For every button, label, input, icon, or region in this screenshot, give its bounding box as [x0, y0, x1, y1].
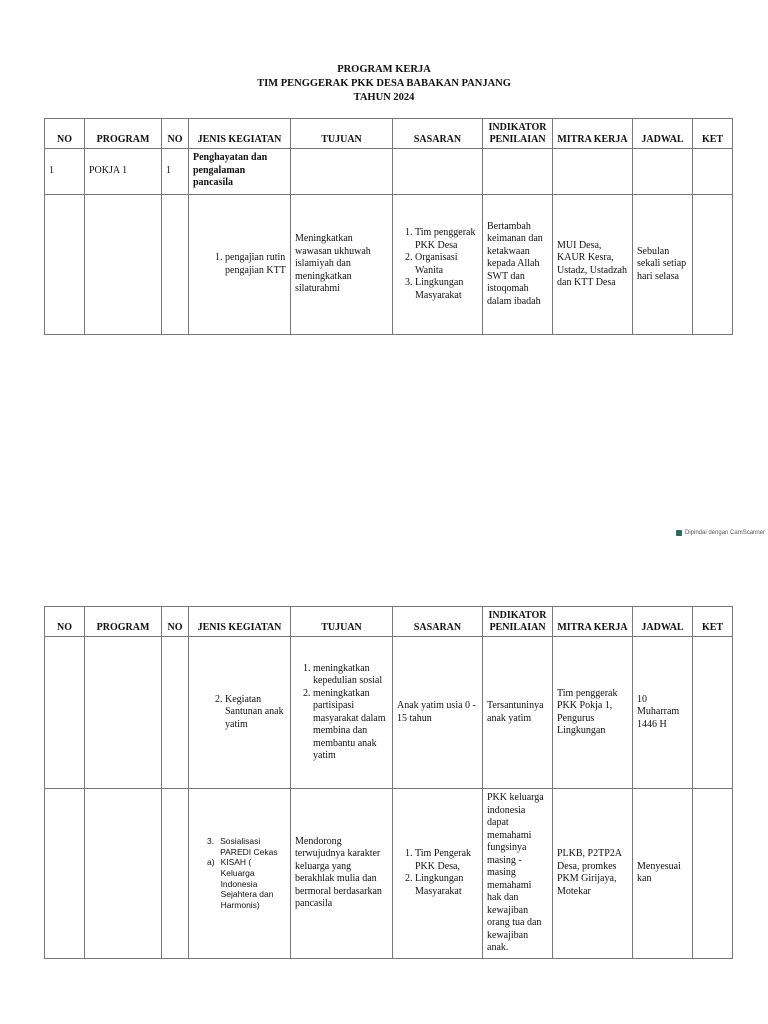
col-no2: NO	[162, 119, 189, 149]
table-header-row	[45, 119, 733, 149]
doc-subtitle: TIM PENGGERAK PKK DESA BABAKAN PANJANG	[257, 78, 511, 89]
col-ket: KET	[693, 119, 733, 149]
cell-mitra: MUI Desa, KAUR Kesra, Ustadz, Ustadzah dan KTT Desa	[553, 195, 633, 335]
col-jenis-kegiatan: JENIS KEGIATAN	[189, 607, 291, 637]
col-tujuan: TUJUAN	[291, 119, 393, 149]
col-ket: KET	[693, 607, 733, 637]
list-item: 2. Organisasi Wanita	[415, 252, 478, 277]
cell-tujuan: Meningkatkan wawasan ukhuwah islamiyah dan meningkatkan silaturahmi	[291, 195, 393, 335]
col-sasaran: SASARAN	[393, 119, 483, 149]
cell-jadwal: Sebulan sekali setiap hari selasa	[633, 195, 693, 335]
col-sasaran: SASARAN	[393, 607, 483, 637]
cell-jenis: Penghayatan dan pengalaman pancasila	[189, 149, 291, 195]
cell-no: 1	[45, 149, 85, 195]
cell-jadwal: 10 Muharram 1446 H	[633, 637, 693, 789]
col-jenis-kegiatan: JENIS KEGIATAN	[189, 119, 291, 149]
cell-sasaran: Anak yatim usia 0 - 15 tahun	[393, 637, 483, 789]
list-item: 2. Kegiatan Santunan anak yatim	[225, 694, 286, 732]
col-program: PROGRAM	[85, 607, 162, 637]
cell-sasaran	[393, 195, 483, 335]
col-no: NO	[45, 607, 85, 637]
table-row	[45, 637, 733, 789]
col-indikator: INDIKATOR PENILAIAN	[483, 607, 553, 637]
program-table-page2	[44, 606, 733, 959]
camscanner-watermark: Dipindai dengan CamScanner	[676, 530, 765, 536]
cell-mitra: PLKB, P2TP2A Desa, promkes PKM Girijaya, Motekar	[553, 789, 633, 959]
cell-tujuan	[291, 637, 393, 789]
cell-jenis	[189, 637, 291, 789]
col-jadwal: JADWAL	[633, 119, 693, 149]
table-row	[45, 149, 733, 195]
cell-jenis	[189, 195, 291, 335]
list-item: 1. Tim Pengerak PKK Desa,	[415, 848, 478, 873]
cell-mitra: Tim penggerak PKK Pokja 1, Pengurus Lingkungan	[553, 637, 633, 789]
col-mitra: MITRA KERJA	[553, 607, 633, 637]
list-item: 2. meningkatkan partisipasi masyarakat dalam membina dan membantu anak yatim	[313, 688, 388, 763]
cell-no2: 1	[162, 149, 189, 195]
col-no2: NO	[162, 607, 189, 637]
col-mitra: MITRA KERJA	[553, 119, 633, 149]
cell-jadwal: Menyesuai kan	[633, 789, 693, 959]
list-item: 1. Tim penggerak PKK Desa	[415, 227, 478, 252]
col-no: NO	[45, 119, 85, 149]
cell-tujuan: Mendorong terwujudnya karakter keluarga yang berakhlak mulia dan bermoral berdasarkan pancasila	[291, 789, 393, 959]
cell-indikator: Tersantuninya anak yatim	[483, 637, 553, 789]
list-item: 1. pengajian rutin pengajian KTT	[225, 252, 286, 277]
cell-indikator: PKK keluarga indonesia dapat memahami fungsinya masing - masing memahami hak dan kewajiban orang tua dan kewajiban anak.	[483, 789, 553, 959]
cell-indikator: Bertambah keimanan dan ketakwaan kepada Allah SWT dan istoqomah dalam ibadah	[483, 195, 553, 335]
doc-title: PROGRAM KERJA	[337, 64, 431, 75]
table-row	[45, 789, 733, 959]
list-item: 3. Lingkungan Masyarakat	[415, 277, 478, 302]
table-header-row	[45, 607, 733, 637]
list-item: 2. Lingkungan Masyarakat	[415, 873, 478, 898]
list-item: 1. meningkatkan kepedulian sosial	[313, 663, 388, 688]
program-table-page1	[44, 118, 733, 335]
camscanner-icon	[676, 530, 682, 536]
col-jadwal: JADWAL	[633, 607, 693, 637]
col-program: PROGRAM	[85, 119, 162, 149]
table-row	[45, 195, 733, 335]
doc-year: TAHUN 2024	[353, 92, 415, 103]
col-indikator: INDIKATOR PENILAIAN	[483, 119, 553, 149]
cell-program: POKJA 1	[85, 149, 162, 195]
cell-sasaran	[393, 789, 483, 959]
col-tujuan: TUJUAN	[291, 607, 393, 637]
cell-jenis: 3. Sosialisasi PAREDI Cekas a) KISAH ( Keluarga Indonesia Sejahtera dan Harmonis)	[189, 789, 291, 959]
